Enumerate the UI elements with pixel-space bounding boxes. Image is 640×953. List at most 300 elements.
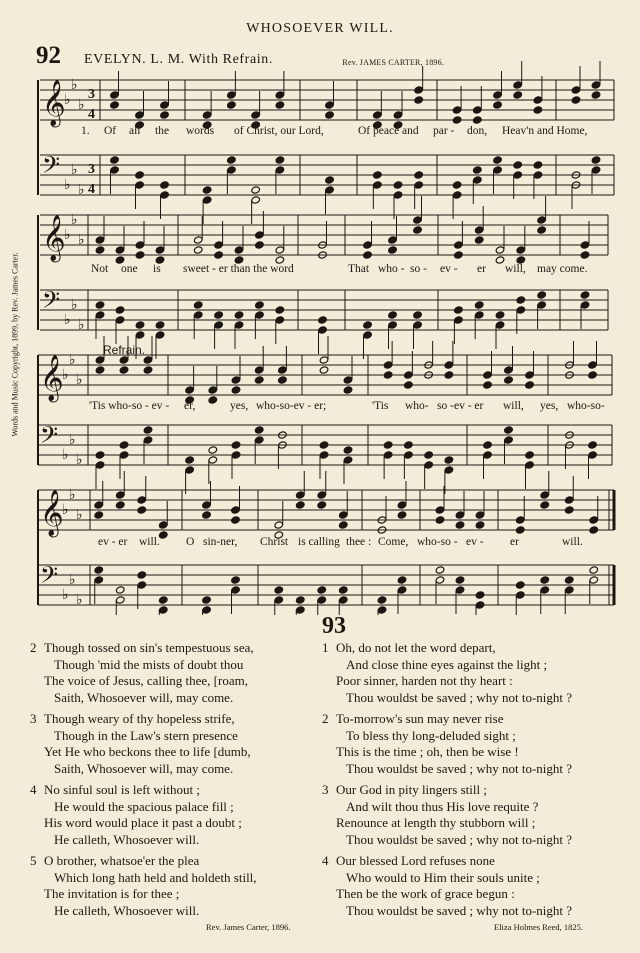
flat-icon: ♭ bbox=[64, 227, 71, 243]
note-head bbox=[424, 461, 434, 469]
note-head bbox=[377, 596, 387, 604]
lyric-syllable: sin-ner, bbox=[203, 536, 238, 548]
note-head bbox=[516, 296, 526, 304]
note-head bbox=[373, 171, 383, 179]
note-head bbox=[493, 166, 503, 174]
flat-icon: ♭ bbox=[78, 232, 85, 248]
lyric-syllable: who-so-ev - er; bbox=[256, 400, 327, 412]
note-head bbox=[160, 191, 170, 199]
note-head bbox=[317, 491, 327, 499]
stanza-line bbox=[322, 832, 572, 849]
note-head bbox=[158, 521, 168, 529]
note-head bbox=[475, 601, 485, 609]
flat-icon: ♭ bbox=[76, 592, 83, 608]
note-head bbox=[504, 366, 514, 374]
stanza-text: Though in the Law's stern presence bbox=[54, 727, 238, 743]
lyric-syllable: who-so- bbox=[567, 400, 605, 412]
note-head bbox=[251, 111, 261, 119]
note-head bbox=[475, 521, 485, 529]
note-head bbox=[295, 596, 305, 604]
note-head bbox=[473, 176, 483, 184]
stanza-text: Thou wouldst be saved ; why not to-night ? bbox=[346, 902, 573, 918]
note-head bbox=[537, 216, 547, 224]
treble-clef-icon: 𝄞 bbox=[40, 490, 64, 536]
note-head bbox=[589, 576, 599, 584]
stanza-text: No sinful soul is left without ; bbox=[44, 782, 200, 797]
note-head bbox=[516, 246, 526, 254]
note-head bbox=[254, 426, 264, 434]
note-head bbox=[275, 101, 285, 109]
note-head bbox=[119, 356, 129, 364]
note-head bbox=[231, 586, 241, 594]
stanza bbox=[30, 640, 254, 706]
lyric-syllable: thee : bbox=[346, 536, 372, 548]
stanza-line bbox=[30, 690, 254, 707]
stanza-line bbox=[30, 782, 242, 799]
lyric-syllable: don, bbox=[467, 125, 488, 137]
stanza-text: Though tossed on sin's tempestuous sea, bbox=[44, 640, 254, 655]
note-head bbox=[571, 96, 581, 104]
note-head bbox=[444, 456, 454, 464]
lyric-syllable: so - bbox=[410, 263, 427, 275]
note-head bbox=[214, 311, 224, 319]
note-head bbox=[473, 106, 483, 114]
note-head bbox=[564, 506, 574, 514]
note-head bbox=[591, 166, 601, 174]
note-head bbox=[473, 166, 483, 174]
note-head bbox=[580, 241, 590, 249]
stanza-line bbox=[30, 870, 257, 887]
note-head bbox=[95, 246, 105, 254]
note-head bbox=[227, 91, 237, 99]
note-head bbox=[227, 156, 237, 164]
note-head bbox=[454, 251, 464, 259]
note-head bbox=[504, 426, 514, 434]
flat-icon: ♭ bbox=[76, 372, 83, 388]
note-head bbox=[95, 366, 105, 374]
note-head bbox=[214, 241, 224, 249]
lyric-syllable: 'Tis who-so - ev - bbox=[89, 400, 170, 412]
lyric-syllable: of Christ, our Lord, bbox=[234, 125, 324, 137]
lyric-syllable: yes, bbox=[230, 400, 249, 412]
note-head bbox=[119, 441, 129, 449]
note-head bbox=[137, 581, 147, 589]
note-head bbox=[115, 586, 125, 594]
note-head bbox=[202, 511, 212, 519]
lyric-syllable: That bbox=[348, 263, 370, 275]
note-head bbox=[383, 361, 393, 369]
stanza-number: 5 bbox=[30, 853, 37, 868]
lyric-syllable: who-so - bbox=[417, 536, 458, 548]
flat-icon: ♭ bbox=[71, 212, 78, 228]
note-head bbox=[516, 306, 526, 314]
lyric-syllable: Of bbox=[104, 125, 117, 137]
note-head bbox=[404, 451, 414, 459]
note-head bbox=[388, 236, 398, 244]
stanza-line bbox=[322, 799, 572, 816]
stanza-number: 1 bbox=[322, 640, 329, 655]
stanza-text: To-morrow's sun may never rise bbox=[336, 711, 504, 726]
hymn-number: 92 bbox=[36, 42, 61, 69]
note-head bbox=[343, 386, 353, 394]
stanza-line bbox=[322, 853, 572, 870]
note-head bbox=[135, 171, 145, 179]
note-head bbox=[110, 101, 120, 109]
note-head bbox=[513, 91, 523, 99]
lyric-syllable: Not bbox=[91, 263, 109, 275]
note-head bbox=[275, 91, 285, 99]
flat-icon: ♭ bbox=[64, 92, 71, 108]
note-head bbox=[591, 156, 601, 164]
lyric-syllable: one bbox=[121, 263, 138, 275]
note-head bbox=[413, 216, 423, 224]
note-head bbox=[455, 521, 465, 529]
note-head bbox=[119, 451, 129, 459]
flat-icon: ♭ bbox=[69, 352, 76, 368]
stanza-line bbox=[322, 870, 572, 887]
note-head bbox=[160, 111, 170, 119]
note-head bbox=[95, 461, 105, 469]
note-head bbox=[373, 111, 383, 119]
note-head bbox=[435, 516, 445, 524]
note-head bbox=[325, 186, 335, 194]
note-head bbox=[474, 236, 484, 244]
stanza-line bbox=[322, 815, 572, 832]
stanza-text: Then be the work of grace begun : bbox=[336, 886, 515, 901]
note-head bbox=[119, 366, 129, 374]
note-head bbox=[589, 516, 599, 524]
note-head bbox=[591, 81, 601, 89]
note-head bbox=[231, 506, 241, 514]
note-head bbox=[155, 246, 165, 254]
note-head bbox=[135, 241, 145, 249]
lyric-syllable: ev - bbox=[466, 536, 484, 548]
note-head bbox=[202, 501, 212, 509]
stanza-line bbox=[322, 761, 572, 778]
note-head bbox=[515, 526, 525, 534]
time-signature: 3 bbox=[88, 162, 95, 177]
note-head bbox=[94, 511, 104, 519]
stanza-text: This is the time ; oh, then be wise ! bbox=[336, 744, 519, 759]
flat-icon: ♭ bbox=[62, 367, 69, 383]
note-head bbox=[275, 166, 285, 174]
note-head bbox=[383, 441, 393, 449]
note-head bbox=[588, 451, 598, 459]
stanza-number: 2 bbox=[30, 640, 37, 655]
stanza-text: Saith, Whosoever will, may come. bbox=[54, 760, 234, 776]
stanza-text: The voice of Jesus, calling thee, [roam, bbox=[44, 673, 248, 688]
note-head bbox=[455, 576, 465, 584]
note-head bbox=[533, 106, 543, 114]
stanza bbox=[322, 640, 572, 706]
note-head bbox=[513, 171, 523, 179]
lyric-syllable: Heav'n and Home, bbox=[502, 125, 588, 137]
note-head bbox=[275, 156, 285, 164]
note-head bbox=[214, 321, 224, 329]
stanza-text: And wilt thou thus His love requite ? bbox=[346, 798, 539, 814]
lyric-syllable: so - bbox=[437, 400, 454, 412]
note-head bbox=[473, 116, 483, 124]
note-head bbox=[455, 511, 465, 519]
note-head bbox=[475, 511, 485, 519]
treble-clef-icon: 𝄞 bbox=[40, 355, 64, 401]
note-head bbox=[193, 246, 203, 254]
note-head bbox=[495, 256, 505, 264]
note-head bbox=[377, 606, 387, 614]
note-head bbox=[435, 566, 445, 574]
note-head bbox=[202, 596, 212, 604]
time-signature: 3 bbox=[88, 87, 95, 102]
stanza-number: 4 bbox=[322, 853, 329, 868]
note-head bbox=[325, 111, 335, 119]
note-head bbox=[275, 306, 285, 314]
lyric-syllable: is calling bbox=[298, 536, 340, 548]
stanza bbox=[30, 853, 257, 919]
note-head bbox=[338, 511, 348, 519]
note-head bbox=[275, 246, 285, 254]
note-head bbox=[94, 566, 104, 574]
note-head bbox=[444, 371, 454, 379]
note-head bbox=[589, 526, 599, 534]
stanza-text: Thou wouldst be saved ; why not to-night ? bbox=[346, 760, 573, 776]
stanza-line bbox=[30, 886, 257, 903]
flat-icon: ♭ bbox=[71, 297, 78, 313]
note-head bbox=[525, 381, 535, 389]
lyric-syllable: Of peace and bbox=[358, 125, 419, 137]
note-head bbox=[424, 451, 434, 459]
flat-icon: ♭ bbox=[71, 162, 78, 178]
lyric-syllable: who - bbox=[378, 263, 405, 275]
lyric-syllable: ev - er bbox=[98, 536, 128, 548]
stanza-text: Oh, do not let the word depart, bbox=[336, 640, 496, 655]
note-head bbox=[254, 376, 264, 384]
lyric-syllable: yes, bbox=[540, 400, 559, 412]
flat-icon: ♭ bbox=[62, 502, 69, 518]
note-head bbox=[255, 241, 265, 249]
stanza-line bbox=[30, 744, 251, 761]
note-head bbox=[95, 311, 105, 319]
stanza-number: 3 bbox=[322, 782, 329, 797]
stanza bbox=[30, 711, 251, 777]
note-head bbox=[435, 576, 445, 584]
note-head bbox=[540, 576, 550, 584]
note-head bbox=[414, 171, 424, 179]
note-head bbox=[397, 586, 407, 594]
lyric-syllable: 1. bbox=[81, 125, 90, 137]
note-head bbox=[564, 576, 574, 584]
note-head bbox=[363, 241, 373, 249]
note-head bbox=[515, 516, 525, 524]
note-head bbox=[319, 441, 329, 449]
stanza-line bbox=[30, 853, 257, 870]
note-head bbox=[185, 456, 195, 464]
lyric-syllable: is bbox=[153, 263, 161, 275]
flat-icon: ♭ bbox=[62, 587, 69, 603]
note-head bbox=[295, 501, 305, 509]
note-head bbox=[580, 291, 590, 299]
note-head bbox=[533, 96, 543, 104]
stanza-text: Who would to Him their souls unite ; bbox=[346, 869, 540, 885]
stanza-line bbox=[30, 673, 254, 690]
lyric-syllable: par - bbox=[433, 125, 455, 137]
note-head bbox=[274, 586, 284, 594]
note-head bbox=[143, 436, 153, 444]
note-head bbox=[234, 321, 244, 329]
lyric-syllable: all bbox=[129, 125, 141, 137]
stanza-line bbox=[322, 711, 572, 728]
treble-clef-icon: 𝄞 bbox=[42, 80, 66, 126]
stanza-text: Yet He who beckons thee to life [dumb, bbox=[44, 744, 251, 759]
time-signature: 4 bbox=[88, 182, 95, 197]
stanza-line bbox=[322, 690, 572, 707]
note-head bbox=[251, 196, 261, 204]
flat-icon: ♭ bbox=[76, 507, 83, 523]
note-head bbox=[135, 331, 145, 339]
note-head bbox=[373, 181, 383, 189]
note-head bbox=[588, 371, 598, 379]
composer-credit: Rev. JAMES CARTER, 1896. bbox=[342, 58, 444, 67]
note-head bbox=[564, 586, 574, 594]
note-head bbox=[208, 446, 218, 454]
stanza-text: Though weary of thy hopeless strife, bbox=[44, 711, 235, 726]
stanza-line bbox=[322, 657, 572, 674]
flat-icon: ♭ bbox=[69, 432, 76, 448]
lyric-syllable: O bbox=[186, 536, 195, 548]
note-head bbox=[135, 321, 145, 329]
note-head bbox=[202, 606, 212, 614]
note-head bbox=[274, 596, 284, 604]
note-head bbox=[208, 396, 218, 404]
note-head bbox=[393, 111, 403, 119]
stanza-line bbox=[30, 657, 254, 674]
note-head bbox=[135, 111, 145, 119]
lyric-syllable: the bbox=[155, 125, 170, 137]
note-head bbox=[363, 321, 373, 329]
lyric-syllable: may come. bbox=[537, 263, 588, 275]
note-head bbox=[404, 381, 414, 389]
note-head bbox=[115, 596, 125, 604]
lyric-syllable: who- bbox=[405, 400, 429, 412]
note-head bbox=[388, 311, 398, 319]
note-head bbox=[208, 386, 218, 394]
note-head bbox=[413, 311, 423, 319]
note-head bbox=[202, 111, 212, 119]
note-head bbox=[115, 501, 125, 509]
note-head bbox=[388, 321, 398, 329]
flat-icon: ♭ bbox=[78, 97, 85, 113]
note-head bbox=[533, 171, 543, 179]
note-head bbox=[413, 226, 423, 234]
lyric-syllable: 'Tis bbox=[372, 400, 389, 412]
note-head bbox=[231, 576, 241, 584]
note-head bbox=[325, 176, 335, 184]
note-head bbox=[110, 166, 120, 174]
note-head bbox=[413, 321, 423, 329]
hymn-number-93: 93 bbox=[322, 613, 346, 639]
note-head bbox=[580, 301, 590, 309]
note-head bbox=[227, 166, 237, 174]
note-head bbox=[580, 251, 590, 259]
note-head bbox=[475, 591, 485, 599]
note-head bbox=[115, 316, 125, 324]
note-head bbox=[414, 181, 424, 189]
note-head bbox=[454, 241, 464, 249]
stanza-text: Renounce at length thy stubborn will ; bbox=[336, 815, 536, 830]
note-head bbox=[231, 376, 241, 384]
note-head bbox=[143, 356, 153, 364]
flat-icon: ♭ bbox=[64, 177, 71, 193]
note-head bbox=[435, 506, 445, 514]
note-head bbox=[393, 181, 403, 189]
stanza-number: 3 bbox=[30, 711, 37, 726]
stanza-line bbox=[30, 761, 251, 778]
stanza-line bbox=[30, 815, 242, 832]
note-head bbox=[388, 246, 398, 254]
note-head bbox=[137, 571, 147, 579]
note-head bbox=[202, 186, 212, 194]
stanza bbox=[322, 853, 572, 919]
note-head bbox=[343, 446, 353, 454]
note-head bbox=[95, 301, 105, 309]
lyric-syllable: Christ bbox=[260, 536, 289, 548]
note-head bbox=[158, 606, 168, 614]
note-head bbox=[343, 376, 353, 384]
note-head bbox=[278, 366, 288, 374]
note-head bbox=[483, 451, 493, 459]
note-head bbox=[454, 306, 464, 314]
note-head bbox=[143, 366, 153, 374]
note-head bbox=[525, 461, 535, 469]
note-head bbox=[493, 101, 503, 109]
lyric-syllable: Come, bbox=[378, 536, 409, 548]
stanza-line bbox=[322, 640, 572, 657]
note-head bbox=[255, 231, 265, 239]
stanza-line bbox=[30, 711, 251, 728]
lyric-syllable: er, bbox=[184, 400, 196, 412]
stanza-line bbox=[322, 673, 572, 690]
flat-icon: ♭ bbox=[69, 572, 76, 588]
page-title: WHOSOEVER WILL. bbox=[246, 21, 394, 36]
stanza-text: O brother, whatsoe'er the plea bbox=[44, 853, 200, 868]
note-head bbox=[525, 371, 535, 379]
note-head bbox=[493, 91, 503, 99]
note-head bbox=[513, 161, 523, 169]
note-head bbox=[537, 226, 547, 234]
note-head bbox=[275, 316, 285, 324]
note-head bbox=[444, 466, 454, 474]
note-head bbox=[319, 356, 329, 364]
note-head bbox=[251, 186, 261, 194]
note-head bbox=[383, 451, 393, 459]
note-head bbox=[95, 451, 105, 459]
note-head bbox=[115, 246, 125, 254]
flat-icon: ♭ bbox=[76, 452, 83, 468]
note-head bbox=[185, 386, 195, 394]
note-head bbox=[591, 91, 601, 99]
stanza-line bbox=[30, 832, 242, 849]
note-head bbox=[404, 441, 414, 449]
stanza-text: Though 'mid the mists of doubt thou bbox=[54, 656, 244, 672]
note-head bbox=[231, 516, 241, 524]
note-head bbox=[155, 331, 165, 339]
note-head bbox=[452, 106, 462, 114]
note-head bbox=[255, 311, 265, 319]
note-head bbox=[540, 501, 550, 509]
note-head bbox=[454, 316, 464, 324]
stanza-line bbox=[322, 744, 572, 761]
bass-clef-icon: 𝄢 bbox=[40, 421, 59, 454]
note-head bbox=[483, 371, 493, 379]
